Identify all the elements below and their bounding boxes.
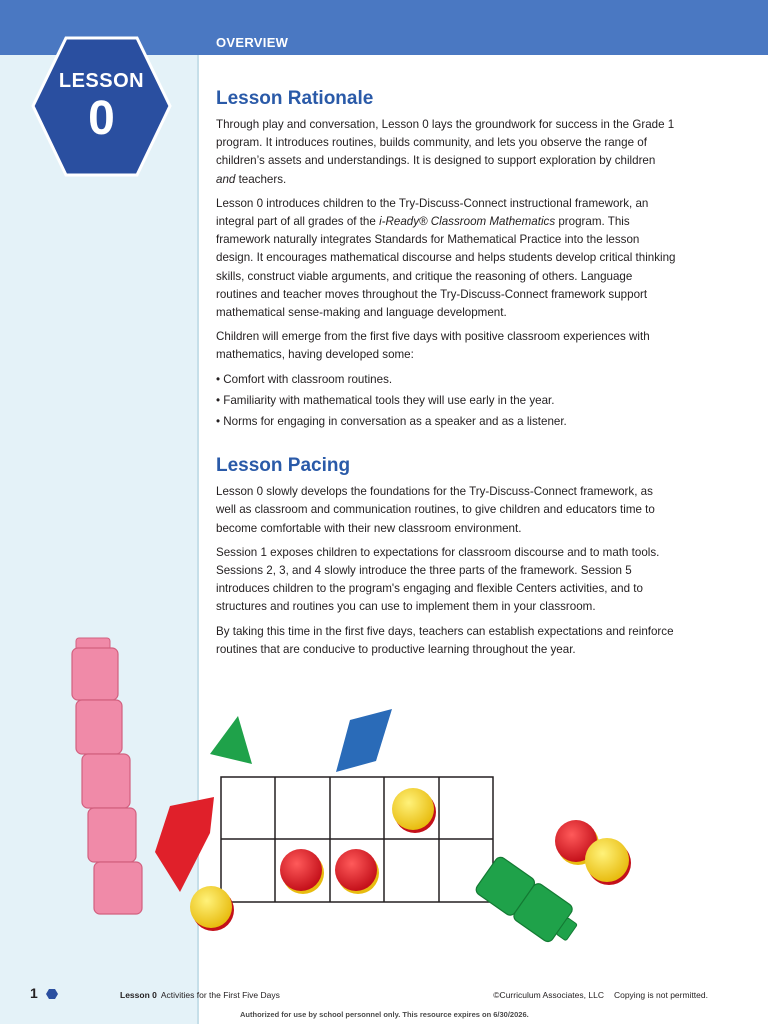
rationale-paragraph-1: Through play and conversation, Lesson 0 lays the groundwork for success in the Grade 1 program. It introduces routines, builds community, and lets you observe the range of children’s assets and understandings. It is designed to support exploration by children and teachers.: [216, 118, 675, 186]
footer-copyright: ©Curriculum Associates, LLC Copying is not permitted.: [493, 990, 708, 1000]
rationale-paragraph-2: Lesson 0 introduces children to the Try-Discuss-Connect instructional framework, an integral part of all grades of the i-Ready® Classroom Mathematics program. This framework naturally integrates Standards for Mathematical Practice into the lesson design. It encourages mathematical discourse and helps students develop critical thinking skills, construct viable arguments, and critique the reasoning of others. Language routines and teacher moves throughout the Try-Discuss-Connect framework support mathematical sense-making and language development.: [216, 196, 676, 320]
pacing-paragraph-1: Lesson 0 slowly develops the foundations for the Try-Discuss-Connect framework, as well as classroom and communication routines, to give children and educators time to become comfortable with their new classroom environment.: [216, 485, 655, 535]
green-triangle-shape: [210, 716, 252, 764]
rationale-heading: Lesson Rationale: [216, 88, 374, 109]
list-item: • Familiarity with mathematical tools they will use early in the year.: [216, 393, 555, 407]
section-label: OVERVIEW: [216, 35, 289, 50]
pacing-heading: Lesson Pacing: [216, 455, 351, 477]
authorization-notice: Authorized for use by school personnel only. This resource expires on 6/30/2026.: [240, 1010, 529, 1019]
blue-rhombus-shape: [336, 709, 392, 772]
footer-lesson-label: Lesson 0: [120, 990, 157, 1000]
page-number: 1: [30, 985, 38, 1001]
main-content: [216, 88, 676, 665]
rationale-paragraph-3: Children will emerge from the first five days with positive classroom experiences with mathematics, having developed some:: [216, 330, 650, 362]
badge-word: LESSON: [58, 70, 145, 92]
pacing-paragraph-3: By taking this time in the first five days, teachers can establish expectations and reinforce routines that are conducive to productive learning throughout the year.: [216, 624, 674, 656]
footer-lesson-title: Activities for the First Five Days: [160, 990, 280, 1000]
list-item: • Comfort with classroom routines.: [216, 372, 393, 386]
green-connecting-cubes: [474, 855, 584, 951]
pacing-paragraph-2: Session 1 exposes children to expectations for classroom discourse and to math tools. Sessions 2, 3, and 4 slowly introduce the three parts of the framework. Session 5 introduces children to the program's engaging and flexible Centers activities, and to structures and routines you can use to implement them in your classroom.: [216, 545, 660, 614]
list-item: • Norms for engaging in conversation as a speaker and as a listener.: [216, 415, 567, 429]
red-trapezoid-shape: [155, 797, 214, 892]
badge-number: 0: [88, 92, 115, 145]
connecting-cubes-stack: [72, 638, 142, 914]
math-manipulatives-illustration: [0, 630, 768, 960]
skills-list: [216, 371, 676, 432]
lesson-badge: [31, 36, 172, 177]
hexagon-bullet-icon: [46, 988, 58, 1000]
counter-yellow: [585, 838, 631, 885]
footer-lesson: [120, 990, 280, 1000]
